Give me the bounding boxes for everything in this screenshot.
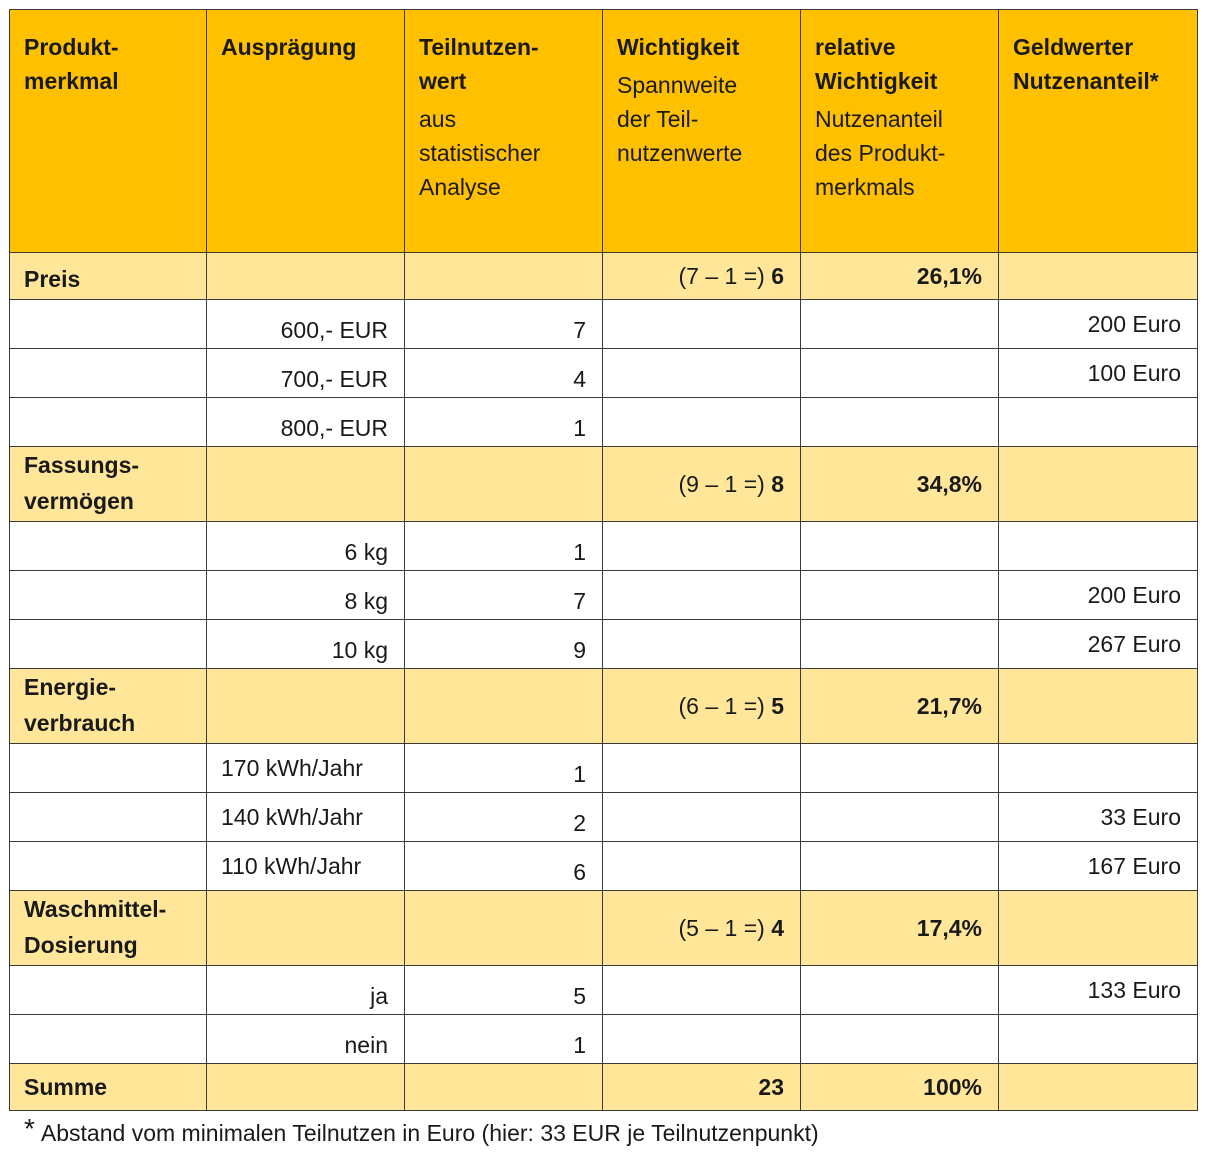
header-money-title: Geldwerter Nutzenanteil* xyxy=(1013,34,1159,94)
feature-money-empty xyxy=(999,891,1198,966)
level-feature-empty xyxy=(10,842,207,891)
money-value: 267 Euro xyxy=(999,620,1198,669)
level-label: 600,- EUR xyxy=(207,300,405,349)
summary-label: Summe xyxy=(10,1064,207,1111)
feature-name: Preis xyxy=(10,253,207,300)
summary-importance: 23 xyxy=(603,1064,801,1111)
feature-name: Energie- verbrauch xyxy=(10,669,207,744)
level-importance-empty xyxy=(603,842,801,891)
summary-partworth-empty xyxy=(405,1064,603,1111)
level-relative-empty xyxy=(801,571,999,620)
feature-partworth-empty xyxy=(405,891,603,966)
importance-expression: (6 – 1 =) xyxy=(678,692,765,719)
importance-value: 6 xyxy=(771,262,784,289)
feature-importance xyxy=(603,253,801,300)
partworth-value: 9 xyxy=(405,620,603,669)
feature-partworth-empty xyxy=(405,253,603,300)
money-value: 133 Euro xyxy=(999,966,1198,1015)
level-feature-empty xyxy=(10,744,207,793)
importance-expression: (7 – 1 =) xyxy=(678,262,765,289)
level-relative-empty xyxy=(801,793,999,842)
header-partworth-subtitle: aus statistischer Analyse xyxy=(419,106,541,200)
money-value xyxy=(999,522,1198,571)
footnote-text: Abstand vom minimalen Teilnutzen in Euro (hier: 33 EUR je Teilnutzenpunkt) xyxy=(40,1120,819,1146)
importance-value: 8 xyxy=(771,470,784,497)
table-row xyxy=(10,522,1198,571)
feature-row xyxy=(10,253,1198,300)
header-level-title: Ausprägung xyxy=(221,34,357,60)
importance-expression: (5 – 1 =) xyxy=(678,914,765,941)
feature-money-empty xyxy=(999,447,1198,522)
feature-row xyxy=(10,447,1198,522)
feature-relative-importance: 17,4% xyxy=(801,891,999,966)
partworth-value: 5 xyxy=(405,966,603,1015)
level-relative-empty xyxy=(801,349,999,398)
partworth-value: 1 xyxy=(405,398,603,447)
feature-importance xyxy=(603,891,801,966)
feature-importance xyxy=(603,669,801,744)
partworth-value: 1 xyxy=(405,1015,603,1064)
header-cell-money xyxy=(999,10,1198,253)
level-label: 6 kg xyxy=(207,522,405,571)
partworth-value: 6 xyxy=(405,842,603,891)
table-row xyxy=(10,966,1198,1015)
level-relative-empty xyxy=(801,620,999,669)
header-row xyxy=(10,10,1198,253)
level-feature-empty xyxy=(10,1015,207,1064)
feature-name: Fassungs- vermögen xyxy=(10,447,207,522)
money-value xyxy=(999,398,1198,447)
feature-row xyxy=(10,669,1198,744)
feature-level-empty xyxy=(207,253,405,300)
table-row xyxy=(10,620,1198,669)
level-relative-empty xyxy=(801,1015,999,1064)
header-cell-partworth xyxy=(405,10,603,253)
header-cell-importance xyxy=(603,10,801,253)
table-row xyxy=(10,744,1198,793)
table-row xyxy=(10,842,1198,891)
importance-value: 5 xyxy=(771,692,784,719)
level-label: 8 kg xyxy=(207,571,405,620)
level-feature-empty xyxy=(10,398,207,447)
money-value: 100 Euro xyxy=(999,349,1198,398)
header-cell-level xyxy=(207,10,405,253)
level-relative-empty xyxy=(801,522,999,571)
summary-money-empty xyxy=(999,1064,1198,1111)
feature-relative-importance: 26,1% xyxy=(801,253,999,300)
level-feature-empty xyxy=(10,793,207,842)
feature-partworth-empty xyxy=(405,669,603,744)
level-label: 170 kWh/Jahr xyxy=(207,744,405,793)
level-importance-empty xyxy=(603,793,801,842)
feature-level-empty xyxy=(207,669,405,744)
header-importance-subtitle: Spannweite der Teil- nutzenwerte xyxy=(617,72,743,166)
feature-relative-importance: 34,8% xyxy=(801,447,999,522)
summary-relative: 100% xyxy=(801,1064,999,1111)
header-cell-relative xyxy=(801,10,999,253)
level-relative-empty xyxy=(801,842,999,891)
level-relative-empty xyxy=(801,300,999,349)
level-importance-empty xyxy=(603,300,801,349)
level-relative-empty xyxy=(801,398,999,447)
footnote-star: * xyxy=(24,1113,35,1144)
level-relative-empty xyxy=(801,966,999,1015)
feature-partworth-empty xyxy=(405,447,603,522)
header-cell-feature xyxy=(10,10,207,253)
level-importance-empty xyxy=(603,620,801,669)
level-importance-empty xyxy=(603,744,801,793)
table-row xyxy=(10,571,1198,620)
level-feature-empty xyxy=(10,966,207,1015)
table-body xyxy=(10,10,1198,1111)
table-row xyxy=(10,300,1198,349)
level-label: 110 kWh/Jahr xyxy=(207,842,405,891)
feature-level-empty xyxy=(207,447,405,522)
footnote xyxy=(24,1113,819,1148)
partworth-value: 4 xyxy=(405,349,603,398)
header-importance-title: Wichtigkeit xyxy=(617,34,740,60)
summary-row xyxy=(10,1064,1198,1111)
level-relative-empty xyxy=(801,744,999,793)
table-row xyxy=(10,1015,1198,1064)
feature-relative-importance: 21,7% xyxy=(801,669,999,744)
money-value: 33 Euro xyxy=(999,793,1198,842)
money-value xyxy=(999,744,1198,793)
conjoint-table xyxy=(9,9,1198,1111)
money-value xyxy=(999,1015,1198,1064)
feature-money-empty xyxy=(999,669,1198,744)
table-row xyxy=(10,349,1198,398)
partworth-value: 7 xyxy=(405,300,603,349)
table-row xyxy=(10,398,1198,447)
level-label: 700,- EUR xyxy=(207,349,405,398)
feature-money-empty xyxy=(999,253,1198,300)
level-label: 140 kWh/Jahr xyxy=(207,793,405,842)
importance-value: 4 xyxy=(771,914,784,941)
header-relative-title: relative Wichtigkeit xyxy=(815,34,938,94)
header-relative-subtitle: Nutzenanteil des Produkt- merkmals xyxy=(815,106,946,200)
header-partworth-title: Teilnutzen- wert xyxy=(419,34,539,94)
partworth-value: 2 xyxy=(405,793,603,842)
partworth-value: 1 xyxy=(405,744,603,793)
level-importance-empty xyxy=(603,398,801,447)
level-label: 10 kg xyxy=(207,620,405,669)
partworth-value: 1 xyxy=(405,522,603,571)
summary-level-empty xyxy=(207,1064,405,1111)
level-importance-empty xyxy=(603,522,801,571)
money-value: 200 Euro xyxy=(999,571,1198,620)
feature-row xyxy=(10,891,1198,966)
header-feature-title: Produkt- merkmal xyxy=(24,34,119,94)
partworth-value: 7 xyxy=(405,571,603,620)
feature-level-empty xyxy=(207,891,405,966)
importance-expression: (9 – 1 =) xyxy=(678,470,765,497)
level-label: 800,- EUR xyxy=(207,398,405,447)
level-importance-empty xyxy=(603,1015,801,1064)
level-importance-empty xyxy=(603,571,801,620)
feature-name: Waschmittel- Dosierung xyxy=(10,891,207,966)
level-label: ja xyxy=(207,966,405,1015)
level-importance-empty xyxy=(603,966,801,1015)
feature-importance xyxy=(603,447,801,522)
level-feature-empty xyxy=(10,300,207,349)
level-feature-empty xyxy=(10,620,207,669)
level-label: nein xyxy=(207,1015,405,1064)
money-value: 167 Euro xyxy=(999,842,1198,891)
level-feature-empty xyxy=(10,571,207,620)
table-row xyxy=(10,793,1198,842)
level-feature-empty xyxy=(10,522,207,571)
level-importance-empty xyxy=(603,349,801,398)
level-feature-empty xyxy=(10,349,207,398)
money-value: 200 Euro xyxy=(999,300,1198,349)
